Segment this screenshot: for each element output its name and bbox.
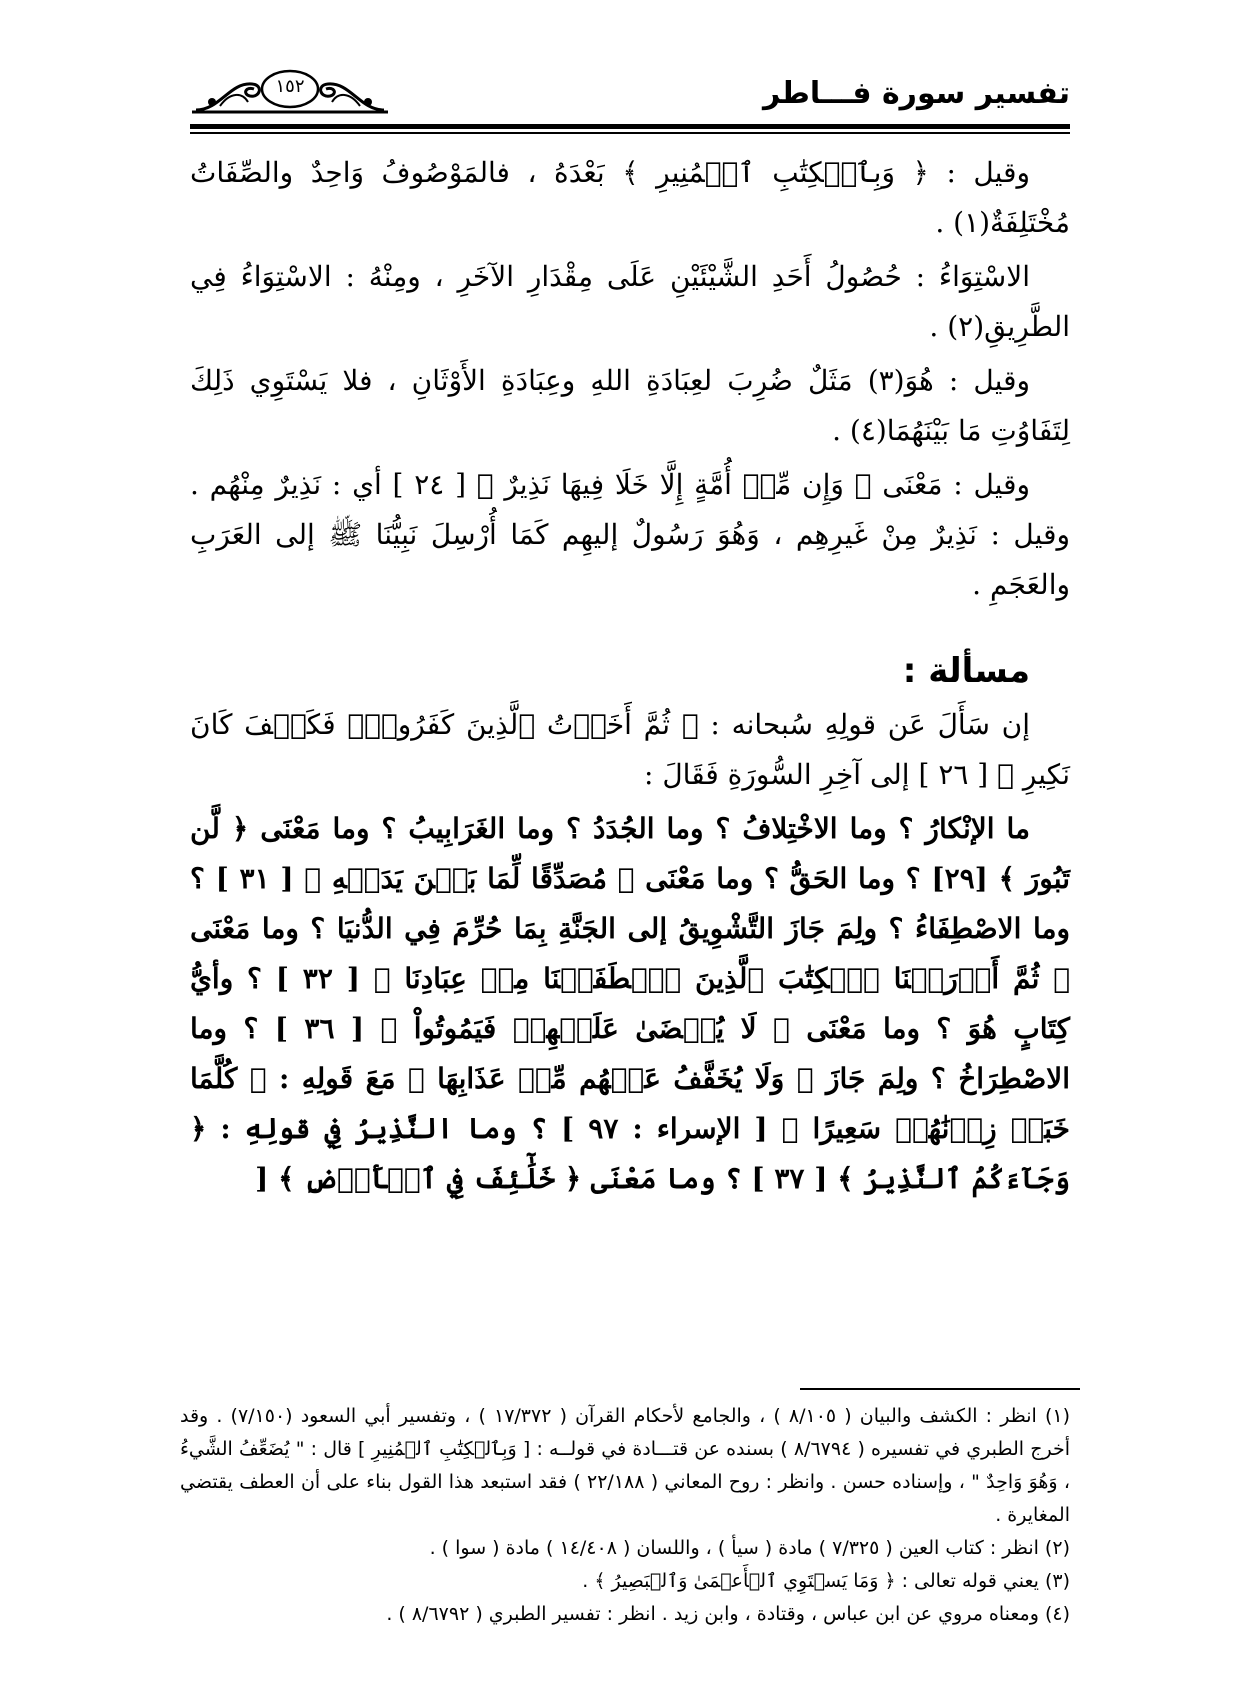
footnote-1: (١) انظر : الكشف والبيان ( ٨/١٠٥ ) ، والجامع لأحكام القرآن ( ١٧/٣٧٢ ) ، وتفسير أبي السعود (٧/١٥٠) . وقد أخرج الطبري في تفسيره ( ٨/٦٧٩٤ ) بسنده عن قتـــادة في قولــه : [ وَبِٱلۡكِتَٰبِ ٱلۡمُنِيرِ ] قال : " يُضَعِّفُ الشَّيءُ ، وَهُوَ وَاحِدٌ " ، وإسناده حسن . وانظر : روح المعاني ( ٢٢/١٨٨ ) فقد استبعد هذا القول بناء على أن العطف يقتضي المغايرة . (180, 1405, 1071, 1526)
page-header (190, 62, 1070, 118)
page-number: ١٥٢ (275, 76, 305, 97)
footnote-3: (٣) يعني قوله تعالى : ﴿ وَمَا يَسۡتَوِي ٱلۡأَعۡمَىٰ وَٱلۡبَصِيرُ ﴾ . (582, 1570, 1070, 1592)
paragraph-6: ما الإنْكارُ ؟ وما الاخْتِلافُ ؟ وما الجُدَدُ ؟ وما الغَرَابِيبُ ؟ وما مَعْنَى ﴿ لَّن تَبُورَ ﴾ [٢٩] ؟ وما الحَقُّ ؟ وما مَعْنَى ﴿ مُصَدِّقًا لِّمَا بَيۡنَ يَدَيۡهِ ﴾ [ ٣١ ] ؟ وما الاصْطِفَاءُ ؟ ولِمَ جَازَ التَّشْوِيقُ إلى الجَنَّةِ بِمَا حُرِّمَ فِي الدُّنيَا ؟ وما مَعْنَى ﴿ ثُمَّ أَوۡرَثۡنَا ٱلۡكِتَٰبَ ٱلَّذِينَ ٱصۡطَفَيۡنَا مِنۡ عِبَادِنَا ﴾ [ ٣٢ ] ؟ وأيُّ كِتَابٍ هُوَ ؟ وما مَعْنَى ﴿ لَا يُقۡضَىٰ عَلَيۡهِمۡ فَيَمُوتُواْ ﴾ [ ٣٦ ] ؟ وما الاصْطِرَاخُ ؟ ولِمَ جَازَ ﴿ وَلَا يُخَفَّفُ عَنۡهُم مِّنۡ عَذَابِهَا ﴾ مَعَ قَولِهِ : ﴿ كُلَّمَا خَبَتۡ زِدۡنَٰهُمۡ سَعِيرًا ﴾ [ الإسراء : ٩٧ ] ؟ وما النَّذِيرُ فِي قولِهِ : ﴿ وَجَآءَكُمُ ٱلنَّذِيرُ ﴾ [ ٣٧ ] ؟ وما مَعْنَى ﴿ خَلَٰٓئِفَ فِي ٱلۡأَرۡضِ ﴾ [ (190, 812, 1071, 1195)
paragraph-4: وقيل : مَعْنَى ﴿ وَإِن مِّنۡ أُمَّةٍ إِلَّا خَلَا فِيهَا نَذِيرٌ ﴾ [ ٢٤ ] أي : نَذِيرٌ مِنْهُم . وقيل : نَذِيرٌ مِنْ غَيرِهِم ، وَهُوَ رَسُولٌ إليهِم كَمَا أُرْسِلَ نَبِيُّنَا ﷺ إلى العَرَبِ والعَجَمِ . (190, 468, 1070, 601)
header-rule-thin (190, 132, 1070, 134)
footnotes (180, 1400, 1070, 1631)
paragraph-1: وقيل : ﴿ وَبِٱلۡكِتَٰبِ ٱلۡمُنِيرِ ﴾ بَعْدَهُ ، فالمَوْصُوفُ وَاحِدٌ والصِّفَاتُ مُخْتَلِفَةٌ(١) . (190, 156, 1070, 239)
section-heading: مسألة : (902, 651, 1030, 691)
paragraph-5: إن سَأَلَ عَن قولِهِ سُبحانه : ﴿ ثُمَّ أَخَذۡتُ ٱلَّذِينَ كَفَرُواْۖ فَكَيۡفَ كَانَ نَكِيرِ ﴾ [ ٢٦ ] إلى آخِرِ السُّورَةِ فَقَالَ : (190, 708, 1070, 791)
header-rule-thick (190, 124, 1070, 129)
footnote-separator (800, 1388, 1080, 1390)
surah-title: تفسير سورة فـــاطر (762, 76, 1070, 111)
footnote-2: (٢) انظر : كتاب العين ( ٧/٣٢٥ ) مادة ( سيأ ) ، واللسان ( ١٤/٤٠٨ ) مادة ( سوا ) . (429, 1537, 1070, 1559)
main-text (190, 148, 1070, 1208)
paragraph-2: الاسْتِوَاءُ : حُصُولُ أَحَدِ الشَّيْئَيْنِ عَلَى مِقْدَارِ الآخَرِ ، ومِنْهُ : الاسْتِوَاءُ فِي الطَّرِيقِ(٢) . (190, 260, 1070, 343)
paragraph-3: وقيل : هُوَ(٣) مَثَلٌ ضُرِبَ لعِبَادَةِ اللهِ وعِبَادَةِ الأَوْثَانِ ، فلا يَسْتَوِي ذَلِكَ لِتَفَاوُتِ مَا بَيْنَهُمَا(٤) . (190, 364, 1070, 447)
footnote-4: (٤) ومعناه مروي عن ابن عباس ، وقتادة ، وابن زيد . انظر : تفسير الطبري ( ٨/٦٧٩٢ ) . (386, 1603, 1070, 1625)
